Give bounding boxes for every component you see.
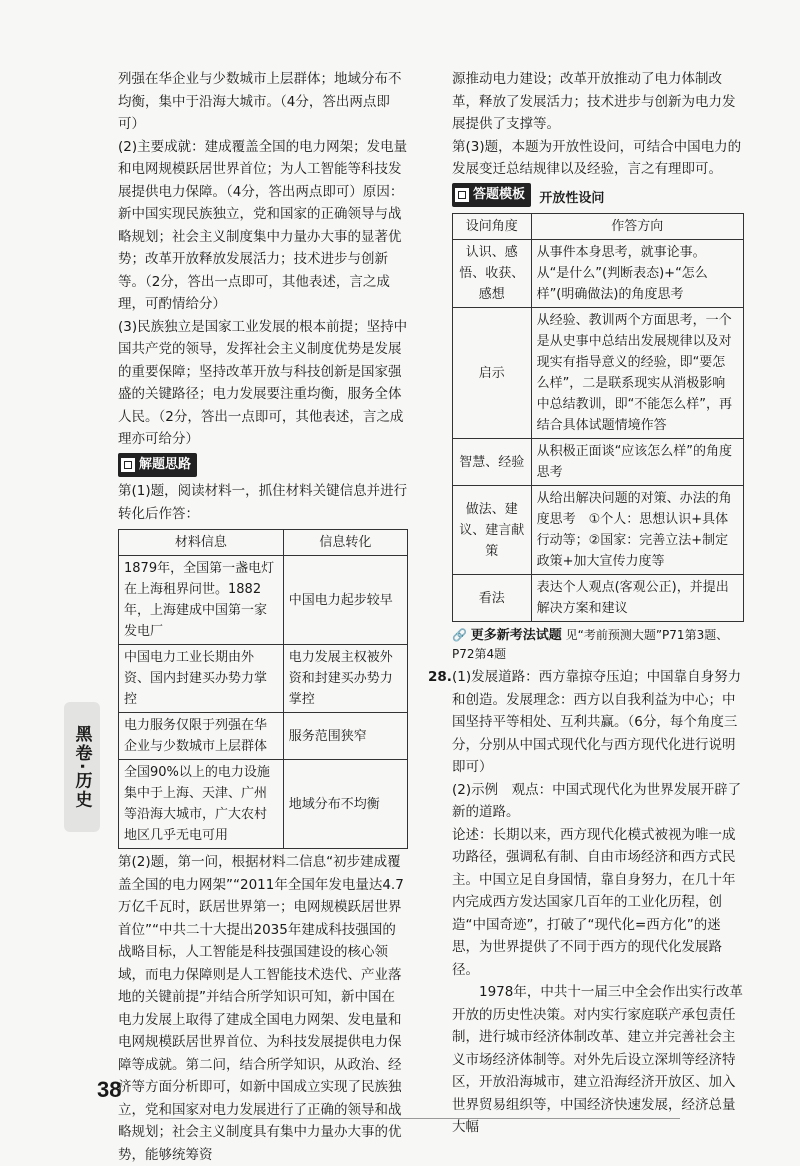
solution-badge: 解题思路: [118, 453, 197, 478]
table-header: 设问角度: [453, 214, 532, 240]
template-icon: [455, 188, 469, 202]
table-header: 信息转化: [283, 530, 407, 556]
left-column: [118, 68, 408, 1166]
table-row: 智慧、经验 从积极正面谈“应该怎么样”的角度思考: [453, 439, 744, 486]
answer-paragraph: (2)主要成就：建成覆盖全国的电力网架；发电量和电网规模跃居世界首位；为人工智能等科技发展提供电力保障。（4分，答出两点即可）原因：新中国实现民族独立，党和国家的正确领导与战略规划；社会主义制度集中力量办大事的显著优势；改革开放释放发展活力；技术进步与创新等。（2分，答出一点即可，其他表述，言之成理，可酌情给分）: [118, 138, 408, 312]
answer-paragraph: (2)示例 观点：中国式现代化为世界发展开辟了新的道路。: [452, 781, 742, 821]
answer-paragraph: 1978年，中共十一届三中全会作出实行改革开放的历史性决策。对内实行家庭联产承包责任制，进行城市经济体制改革、建立并完善社会主义市场经济体制等。对外先后设立深圳等经济特区，开放沿海城市，建立沿海经济开放区、加入世界贸易组织等，中国经济快速发展，经济总量大幅: [452, 984, 743, 1136]
question-28-answer: [428, 666, 744, 1139]
more-questions-link[interactable]: 🔗 更多新考法试题 见“考前预测大题”P71第3题、P72第4题: [452, 628, 729, 662]
table-row: 全国90%以上的电力设施集中于上海、天津、广州等沿海大城市，广大农村地区几乎无电可用 地域分布不均衡: [119, 760, 408, 849]
table-row: 做法、建议、建言献策 从给出解决问题的对策、办法的角度思考 ①个人：思想认识+具体行动等；②国家：完善立法+制定政策+加大宣传力度等: [453, 486, 744, 575]
template-header: [452, 183, 744, 211]
analysis-paragraph: 第(2)题，第一问，根据材料二信息“初步建成覆盖全国的电力网架”“2011年全国年发电量达4.7万亿千瓦时，跃居世界第一；电网规模跃居世界首位”“中共二十大提出2035年建成科技强国的战略目标，人工智能是科技强国建设的核心领域，而电力保障则是人工智能技术迭代、产业落地的关键前提”并结合所学知识可知，新中国在电力发展上取得了建成全国电力网架、发电量和电网规模跃居世界首位、为科技发展提供电力保障等成就。第二问，结合所学知识，从政治、经济等方面分析即可，如新中国成立实现了民族独立，党和国家对电力发展进行了正确的领导和战略规划；社会主义制度具有集中力量办大事的优势，能够统筹资: [118, 854, 404, 1163]
table-row: 看法 表达个人观点(客观公正)，并提出解决方案和建议: [453, 575, 744, 622]
table-row: 电力服务仅限于列强在华企业与少数城市上层群体 服务范围狭窄: [119, 713, 408, 760]
analysis-paragraph: 源推动电力建设；改革开放推动了电力体制改革，释放了发展活力；技术进步与创新为电力发展提供了支撑等。: [452, 71, 736, 132]
side-tab: 黑卷·历史: [64, 702, 100, 832]
answer-template-table: [452, 213, 744, 622]
question-number: 28.: [428, 669, 452, 686]
table-header: 材料信息: [119, 530, 284, 556]
table-row: 启示 从经验、教训两个方面思考，一个是从史事中总结出发展规律以及对现实有指导意义的经验，即“要怎么样”，二是联系现实从消极影响中总结教训，即“不能怎么样”，再结合具体试题情境作答: [453, 308, 744, 439]
answer-paragraph: 列强在华企业与少数城市上层群体；地域分布不均衡，集中于沿海大城市。（4分，答出两点即可）: [118, 71, 402, 132]
table-row: 1879年，全国第一盏电灯在上海租界问世。1882年，上海建成中国第一家发电厂 中国电力起步较早: [119, 556, 408, 645]
template-type: 开放性设问: [539, 190, 605, 206]
analysis-paragraph: 第(1)题，阅读材料一，抓住材料关键信息并进行转化后作答：: [118, 483, 408, 522]
link-icon: 🔗: [452, 628, 467, 643]
material-info-table: [118, 529, 408, 849]
answer-paragraph: (3)民族独立是国家工业发展的根本前提；坚持中国共产党的领导，发挥社会主义制度优势是发展的重要保障；坚持改革开放与科技创新是国家强盛的关键路径；电力发展要注重均衡，服务全体人民。（2分，答出一点即可，其他表述，言之成理亦可给分）: [118, 318, 408, 447]
right-column: [428, 68, 744, 1139]
answer-paragraph: (1)发展道路：西方靠掠夺压迫；中国靠自身努力和创造。发展理念：西方以自我利益为中心；中国坚持平等相处、互利共赢。（6分，每个角度三分，分别从中国式现代化与西方现代化进行说明即可）: [452, 669, 742, 776]
analysis-paragraph: 第(3)题，本题为开放性设问，可结合中国电力的发展变迁总结规律以及经验，言之有理即可。: [452, 138, 742, 177]
divider: [150, 1118, 680, 1119]
answer-paragraph: 论述：长期以来，西方现代化模式被视为唯一成功路径，强调私有制、自由市场经济和西方式民主。中国立足自身国情，靠自身努力，在几十年内完成西方发达国家几百年的工业化历程，创造“中国奇迹”，打破了“现代化=西方化”的迷思，为世界提供了不同于西方的现代化发展路径。: [452, 826, 736, 978]
table-row: 中国电力工业长期由外资、国内封建买办势力掌控 电力发展主权被外资和封建买办势力掌控: [119, 645, 408, 713]
table-header: 作答方向: [531, 214, 743, 240]
note-icon: [121, 458, 135, 472]
table-row: 认识、感悟、收获、感想 从事件本身思考，就事论事。从“是什么”(判断表态)+“怎么样”(明确做法)的角度思考: [453, 240, 744, 308]
page-number: 38: [97, 1077, 122, 1102]
template-badge: 答题模板: [452, 183, 531, 208]
